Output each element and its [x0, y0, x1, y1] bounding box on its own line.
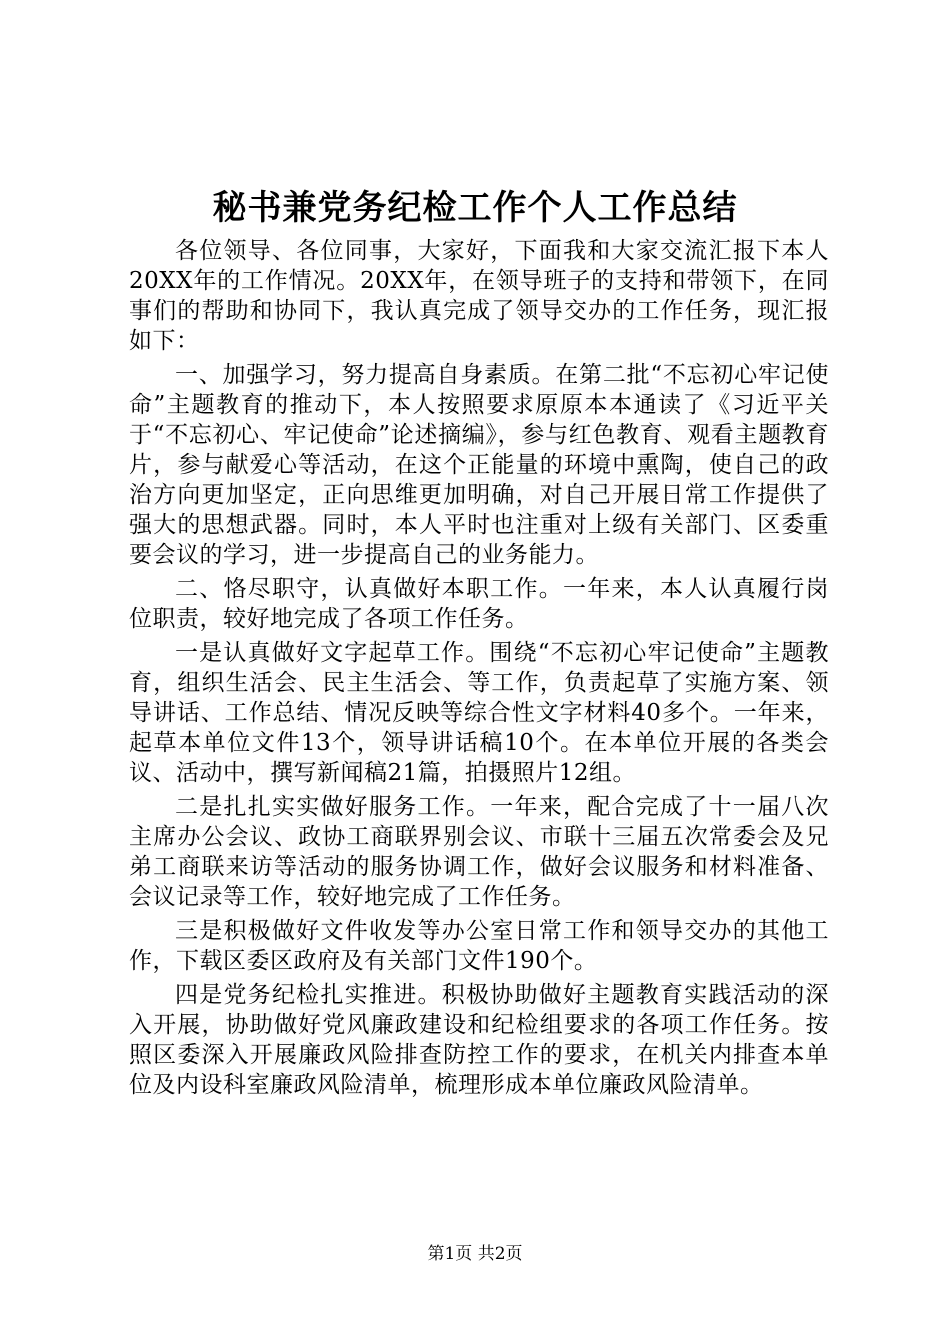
paragraph-office: 三是积极做好文件收发等办公室日常工作和领导交办的其他工作，下载区委区政府及有关部门文件190个。	[129, 918, 829, 974]
paragraph-duty: 二、恪尽职守，认真做好本职工作。一年来，本人认真履行岗位职责，较好地完成了各项工作任务。	[129, 576, 829, 632]
paragraph-intro: 各位领导、各位同事，大家好，下面我和大家交流汇报下本人20XX年的工作情况。20XX年，在领导班子的支持和带领下，在同事们的帮助和协同下，我认真完成了领导交办的工作任务，现汇报如下：	[129, 238, 829, 354]
document-title: 秘书兼党务纪检工作个人工作总结	[212, 188, 738, 228]
page-number: 第1页 共2页	[427, 1244, 523, 1264]
paragraph-drafting: 一是认真做好文字起草工作。围绕“不忘初心牢记使命”主题教育，组织生活会、民主生活会、等工作，负责起草了实施方案、领导讲话、工作总结、情况反映等综合性文字材料40多个。一年来，起草本单位文件13个，领导讲话稿10个。在本单位开展的各类会议、活动中，撰写新闻稿21篇，拍摄照片12组。	[129, 640, 829, 786]
document-body	[129, 236, 829, 1104]
paragraph-discipline: 四是党务纪检扎实推进。积极协助做好主题教育实践活动的深入开展，协助做好党风廉政建设和纪检组要求的各项工作任务。按照区委深入开展廉政风险排查防控工作的要求，在机关内排查本单位及内设科室廉政风险清单，梳理形成本单位廉政风险清单。	[129, 982, 829, 1098]
paragraph-study: 一、加强学习，努力提高自身素质。在第二批“不忘初心牢记使命”主题教育的推动下，本人按照要求原原本本通读了《习近平关于“不忘初心、牢记使命”论述摘编》，参与红色教育、观看主题教育片，参与献爱心等活动，在这个正能量的环境中熏陶，使自己的政治方向更加坚定，正向思维更加明确，对自己开展日常工作提供了强大的思想武器。同时，本人平时也注重对上级有关部门、区委重要会议的学习，进一步提高自己的业务能力。	[129, 362, 829, 568]
paragraph-service: 二是扎扎实实做好服务工作。一年来，配合完成了十一届八次主席办公会议、政协工商联界别会议、市联十三届五次常委会及兄弟工商联来访等活动的服务协调工作，做好会议服务和材料准备、会议记录等工作，较好地完成了工作任务。	[129, 794, 829, 910]
